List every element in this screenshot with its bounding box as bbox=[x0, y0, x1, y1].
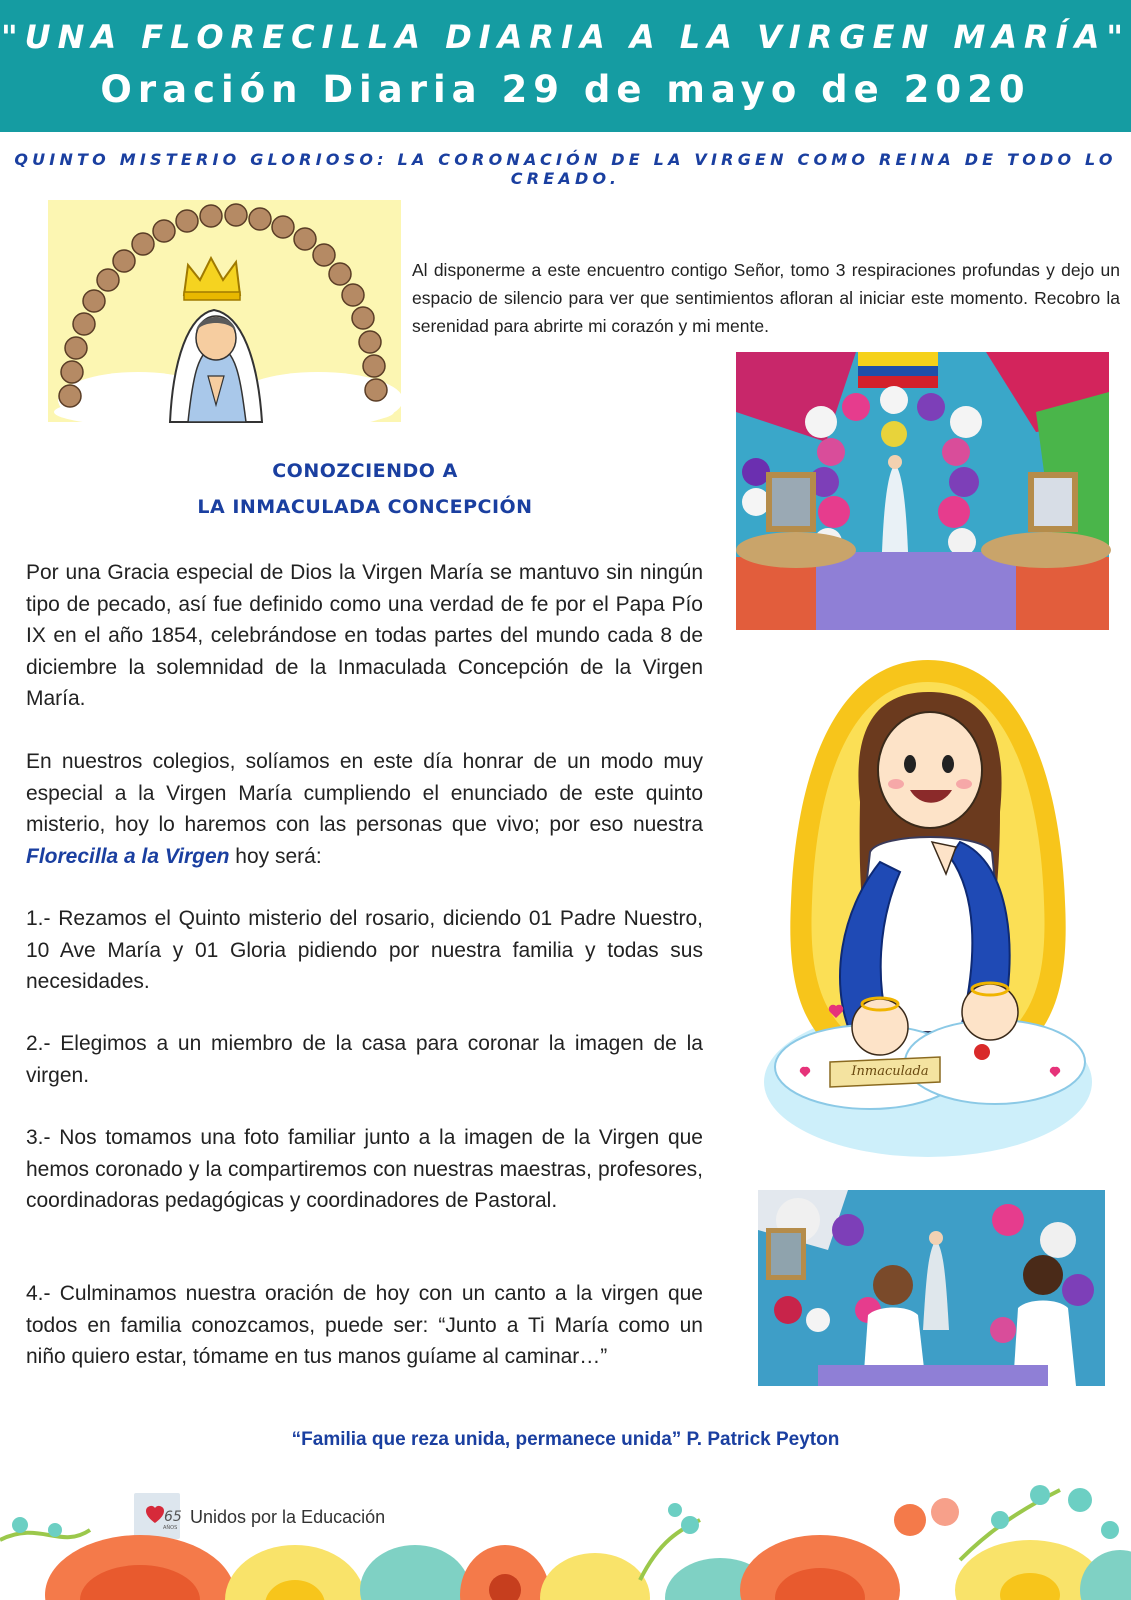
step-3: 3.- Nos tomamos una foto familiar junto a la imagen de la Virgen que hemos coronado y la compartiremos con nuestras maestras, profesores, coordinadoras pedagógicas y coordinadores de Pastoral. bbox=[26, 1126, 703, 1212]
paragraph-colegios-end: hoy será: bbox=[229, 844, 322, 868]
step-4: 4.- Culminamos nuestra oración de hoy con un canto a la virgen que todos en familia conozcamos, puede ser: “Junto a Ti María como un niño quiero estar, tómame en tus manos guíame al caminar…” bbox=[26, 1282, 703, 1368]
step-1: 1.- Rezamos el Quinto misterio del rosario, diciendo 01 Padre Nuestro, 10 Ave María y 01 Gloria pidiendo por nuestra familia y todas sus necesidades. bbox=[26, 907, 703, 993]
paragraph-gracia: Por una Gracia especial de Dios la Virgen María se mantuvo sin ningún tipo de pecado, así fue definido como una verdad de fe por el Papa Pío IX en el año 1854, celebrándose en todas partes del mundo cada 8 de diciembre la solemnidad de la Inmaculada Concepción de la Virgen María. bbox=[26, 561, 703, 710]
children-photo bbox=[758, 1190, 1105, 1386]
inmaculada-illustration bbox=[760, 652, 1096, 1164]
header-banner bbox=[0, 0, 1131, 132]
step-2: 2.- Elegimos a un miembro de la casa para coronar la imagen de la virgen. bbox=[26, 1032, 703, 1087]
inmaculada-banner-label: Inmaculada bbox=[851, 1064, 929, 1079]
altar-photo bbox=[736, 352, 1109, 630]
org-name: Unidos por la Educación bbox=[190, 1507, 386, 1527]
florecilla-emphasis: Florecilla a la Virgen bbox=[26, 844, 230, 868]
section-heading-line1: CONOZCIENDO A bbox=[272, 460, 458, 482]
page-subtitle: Oración Diaria 29 de mayo de 2020 bbox=[100, 68, 1031, 111]
section-heading-line2: LA INMACULADA CONCEPCIÓN bbox=[197, 496, 533, 518]
decorative-flowers-border bbox=[0, 1480, 1131, 1600]
rosary-virgin-illustration bbox=[48, 200, 401, 422]
paragraph-colegios bbox=[26, 746, 703, 872]
svg-text:65: 65 bbox=[164, 1509, 182, 1525]
svg-text:AÑOS: AÑOS bbox=[163, 1525, 178, 1531]
closing-quote: “Familia que reza unida, permanece unida” P. Patrick Peyton bbox=[291, 1429, 840, 1450]
intro-paragraph: Al disponerme a este encuentro contigo Señor, tomo 3 respiraciones profundas y dejo un espacio de silencio para ver que sentimientos afloran al iniciar este momento. Recobro la serenidad para abrirte mi corazón y mi mente. bbox=[412, 260, 1120, 336]
paragraph-colegios-start: En nuestros colegios, solíamos en este día honrar de un modo muy especial a la Virgen María cumpliendo el enunciado de este quinto misterio, hoy lo haremos con las personas que vivo; por eso nuestra bbox=[26, 750, 703, 836]
mystery-heading: QUINTO MISTERIO GLORIOSO: LA CORONACIÓN DE LA VIRGEN COMO REINA DE TODO LO CREADO. bbox=[14, 150, 1117, 188]
page-title: "UNA FLORECILLA DIARIA A LA VIRGEN MARÍA" bbox=[0, 18, 1131, 56]
